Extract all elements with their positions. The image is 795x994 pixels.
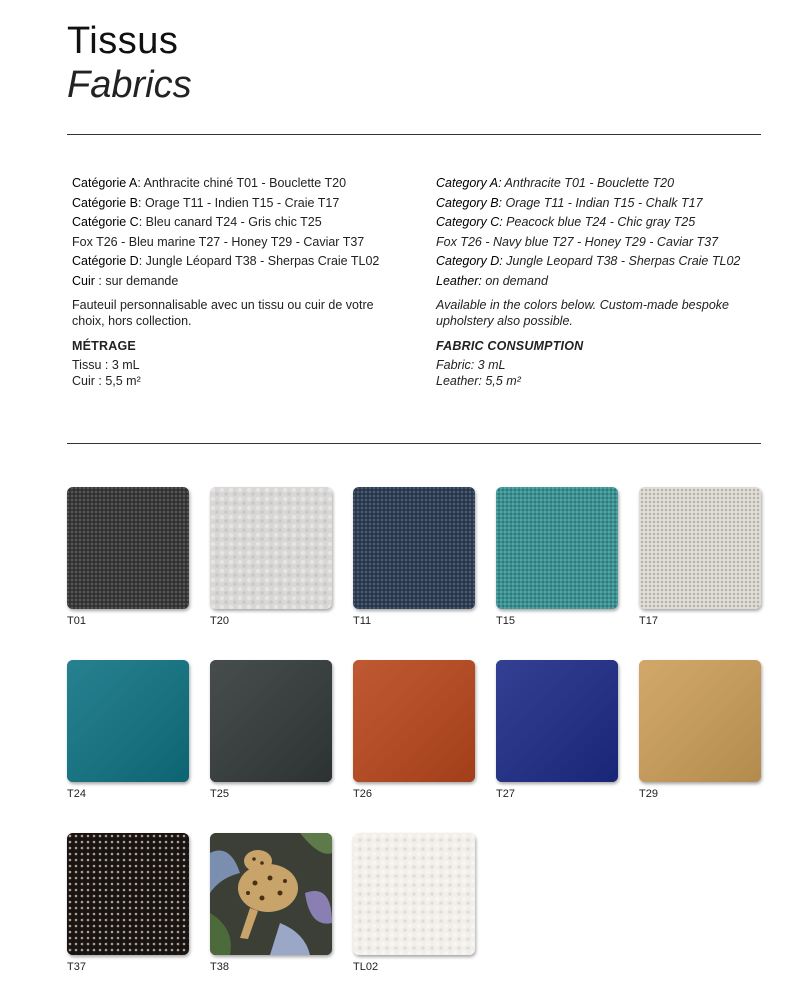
category-c-line: Catégorie C: Bleu canard T24 - Gris chic T25 <box>72 215 322 229</box>
category-a-line: Category A: Anthracite T01 - Bouclette T20 <box>436 176 675 190</box>
swatch-code-label: T29 <box>639 788 658 800</box>
category-a-line: Catégorie A: Anthracite chiné T01 - Bouclette T20 <box>72 176 347 190</box>
swatch-code-label: T20 <box>210 615 229 627</box>
category-d-line: Catégorie D: Jungle Léopard T38 - Sherpas Craie TL02 <box>72 254 380 268</box>
fabric-swatch-t29 <box>639 660 761 782</box>
category-b-line: Category B: Orage T11 - Indian T15 - Chalk T17 <box>436 195 703 210</box>
swatch-code-label: T01 <box>67 615 86 627</box>
leather-line: Cuir : sur demande <box>72 273 179 288</box>
fabric-swatch-t27 <box>496 660 618 782</box>
swatch-code-label: T15 <box>496 615 515 627</box>
fabric-swatch-t20 <box>210 487 332 609</box>
swatch-code-label: T25 <box>210 788 229 800</box>
page-title-fr: Tissus <box>67 20 179 62</box>
category-c-line: Category C: Peacock blue T24 - Chic gray T25 <box>436 215 696 229</box>
fabric-swatch-t37 <box>67 833 189 955</box>
english-description <box>436 174 776 389</box>
measure-fabric: Tissu : 3 mL <box>72 357 140 372</box>
category-c-continued-line: Fox T26 - Bleu marine T27 - Honey T29 - Caviar T37 <box>72 234 365 249</box>
category-b-line: Catégorie B: Orage T11 - Indien T15 - Craie T17 <box>72 195 340 210</box>
leather-line: Leather: on demand <box>436 273 548 288</box>
fabric-swatch-t01 <box>67 487 189 609</box>
category-d-line: Category D: Jungle Leopard T38 - Sherpas Craie TL02 <box>436 254 741 268</box>
swatch-code-label: T17 <box>639 615 658 627</box>
top-divider <box>67 134 761 135</box>
measure-leather: Leather: 5,5 m² <box>436 373 521 388</box>
category-c-continued-line: Fox T26 - Navy blue T27 - Honey T29 - Caviar T37 <box>436 234 719 249</box>
fabric-swatch-t24 <box>67 660 189 782</box>
swatch-code-label: T38 <box>210 961 229 973</box>
customization-paragraph: Fauteuil personnalisable avec un tissu ou cuir de votre choix, hors collection. <box>72 298 374 328</box>
swatch-code-label: T26 <box>353 788 372 800</box>
fabric-swatch-t25 <box>210 660 332 782</box>
fabric-swatch-t17 <box>639 487 761 609</box>
measure-leather: Cuir : 5,5 m² <box>72 373 141 388</box>
swatch-code-label: TL02 <box>353 961 379 973</box>
fabric-swatch-t38 <box>210 833 332 955</box>
measure-fabric: Fabric: 3 mL <box>436 357 506 372</box>
measure-heading: MÉTRAGE <box>72 339 136 353</box>
swatch-code-label: T24 <box>67 788 86 800</box>
fabric-swatch-t26 <box>353 660 475 782</box>
fabric-swatch-t15 <box>496 487 618 609</box>
middle-divider <box>67 443 761 444</box>
page-title-en: Fabrics <box>67 64 192 106</box>
swatch-code-label: T37 <box>67 961 86 973</box>
swatch-code-label: T11 <box>353 615 372 627</box>
fabric-swatch-t11 <box>353 487 475 609</box>
measure-heading: FABRIC CONSUMPTION <box>436 339 584 353</box>
french-description <box>72 174 412 389</box>
customization-paragraph: Available in the colors below. Custom-made bespoke upholstery also possible. <box>436 298 729 328</box>
swatch-code-label: T27 <box>496 788 515 800</box>
fabric-swatch-tl02 <box>353 833 475 955</box>
